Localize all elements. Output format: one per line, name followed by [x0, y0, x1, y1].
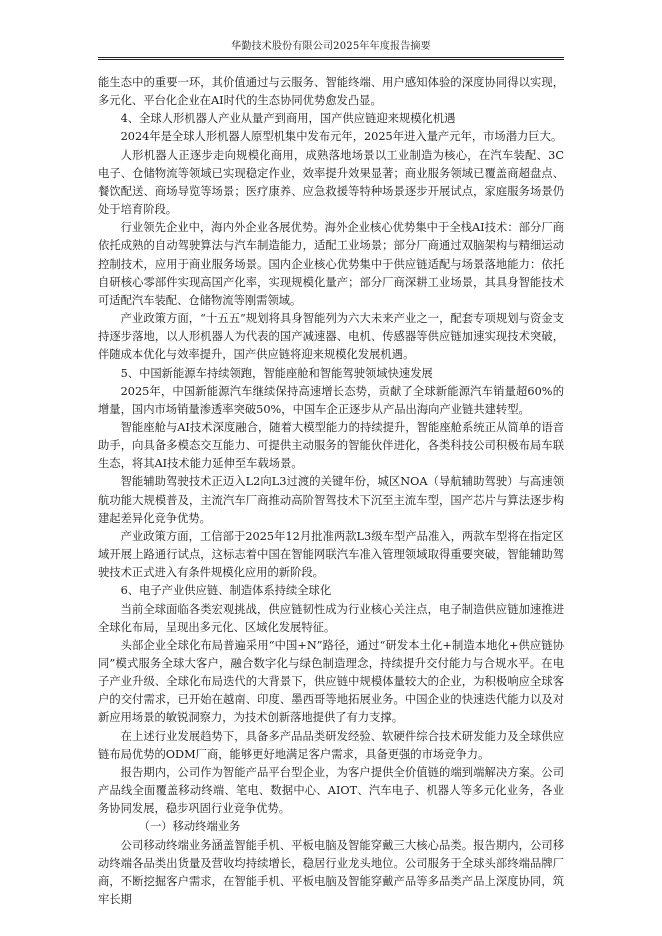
paragraph: 2024年是全球人形机器人原型机集中发布元年，2025年进入量产元年，市场潜力巨大。: [120, 130, 563, 144]
section-heading: 5、中国新能源车持续领跑，智能座舱和智能驾驶领域快速发展: [120, 366, 433, 380]
section-heading: 4、全球人形机器人产业从量产到商用，国产供应链迎来规模化机遇: [120, 112, 456, 126]
paragraph: 行业领先企业中，海内外企业各展优势。海外企业核心优势集中于全栈AI技术：部分厂商依托成熟的自动驾驶算法与汽车制造能力，适配工业场景；部分厂商通过双脑架构与精细运动控制技术，应用于商业服务场景。国内企业核心优势集中于供应链适配与场景落地能力：依托自研核心零部件实现高国产化率，实现规模化量产；部分厂商深耕工业场景，其具身智能技术可适配汽车装配、仓储物流等刚需领域。: [98, 221, 564, 307]
paragraph: 公司移动终端业务涵盖智能手机、平板电脑及智能穿戴三大核心品类。报告期内，公司移动终端各品类出货量及营收均持续增长，稳居行业龙头地位。公司服务于全球头部终端品牌厂商，不断挖掘客户需求，在智能手机、平板电脑及智能穿戴产品等多品类产品上深度协同，筑牢长期: [98, 838, 564, 907]
subsection-heading: （一）移动终端业务: [138, 820, 241, 834]
paragraph: 头部企业全球化布局普遍采用“中国+N”路径，通过“研发本土化+制造本地化+供应链协同”模式服务全球大客户，融合数字化与绿色制造理念，持续提升交付能力与合规水平。在电子产业升级、全球化布局迭代的大背景下，供应链中规模体量较大的企业，为积极响应全球客户的交付需求，已开始在越南、印度、墨西哥等地拓展业务。中国企业的快速迭代能力以及对新应用场景的敏锐洞察力，为技术创新落地提供了有力支撑。: [98, 638, 564, 725]
paragraph: 2025年，中国新能源汽车继续保持高速增长态势，贡献了全球新能源汽车销量超60%的增量，国内市场销量渗透率突破50%，中国车企正逐步从产品出海向产业链共建转型。: [98, 384, 564, 416]
section-heading: 6、电子产业供应链、制造体系持续全球化: [120, 584, 332, 598]
paragraph: 智能辅助驾驶技术正迈入L2向L3过渡的关键年份，城区NOA（导航辅助驾驶）与高速领航功能大规模普及，主流汽车厂商推动高阶智驾技术下沉至主流车型，国产芯片与算法逐步构建起差异化竞争优势。: [98, 475, 564, 525]
header-rule-thin: [98, 59, 564, 60]
paragraph: 产业政策方面，工信部于2025年12月批准两款L3级车型产品准入，两款车型将在指定区域开展上路通行试点，这标志着中国在智能网联汽车准入管理领域取得重要突破，智能辅助驾驶技术正式进入有条件规模化应用的新阶段。: [98, 529, 564, 580]
header-rule: [98, 57, 564, 58]
paragraph: 当前全球面临各类宏观挑战，供应链韧性成为行业核心关注点，电子制造供应链加速推进全球化布局，呈现出多元化、区域化发展特征。: [98, 602, 564, 634]
page-header-title: 华勤技术股份有限公司2025年年度报告摘要: [231, 41, 431, 52]
paragraph: 能生态中的重要一环，其价值通过与云服务、智能终端、用户感知体验的深度协同得以实现，多元化、平台化企业在AI时代的生态协同优势愈发凸显。: [98, 76, 564, 108]
paragraph: 产业政策方面，“十五五”规划将具身智能列为六大未来产业之一，配套专项规划与资金支持逐步落地，以人形机器人为代表的国产减速器、电机、传感器等供应链加速实现技术突破，伴随成本优化与效率提升，国产供应链将迎来规模化发展机遇。: [98, 312, 564, 362]
document-body: [98, 74, 564, 909]
paragraph: 人形机器人正逐步走向规模化商用，成熟落地场景以工业制造为核心，在汽车装配、3C电子、仓储物流等领域已实现稳定作业，效率提升效果显著；商业服务领域已覆盖商超盘点、餐饮配送、商场导览等场景；医疗康养、应急救援等特种场景逐步开展试点，家庭服务场景仍处于培育阶段。: [98, 148, 564, 217]
paragraph: 报告期内，公司作为智能产品平台型企业，为客户提供全价值链的端到端解决方案。公司产品线全面覆盖移动终端、笔电、数据中心、AIOT、汽车电子、机器人等多元化业务，各业务协同发展，稳步巩固行业竞争优势。: [98, 765, 564, 816]
paragraph: 智能座舱与AI技术深度融合，随着大模型能力的持续提升，智能座舱系统正从简单的语音助手，向具备多模态交互能力、可提供主动服务的智能伙伴进化，各类科技公司积极布局车联生态，将其AI技术能力延伸至车载场景。: [98, 420, 564, 471]
paragraph: 在上述行业发展趋势下，具备多产品品类研发经验、软硬件综合技术研发能力及全球供应链布局优势的ODM厂商，能够更好地满足客户需求，具备更强的市场竞争力。: [98, 729, 564, 761]
